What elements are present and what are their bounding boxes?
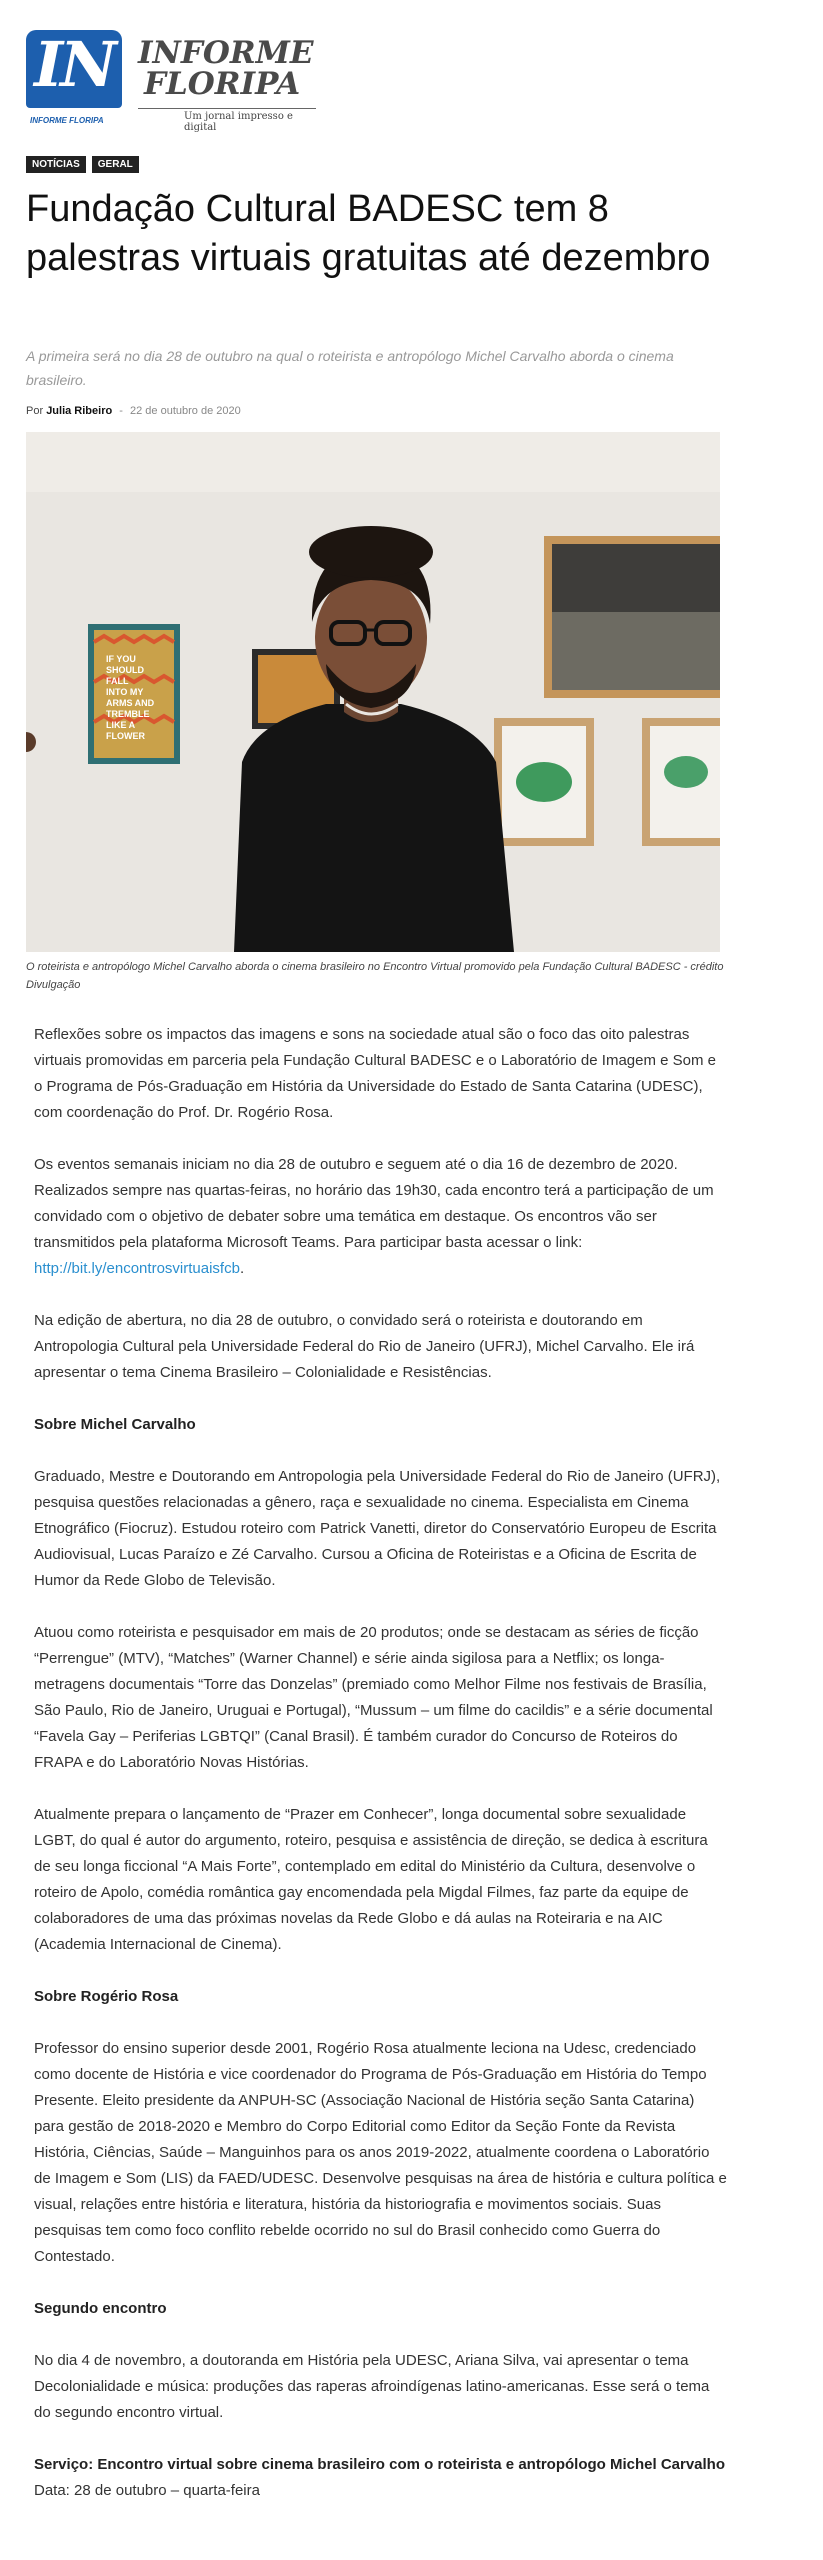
article-title: Fundação Cultural BADESC tem 8 palestras virtuais gratuitas até dezembro — [26, 188, 711, 279]
article-byline — [26, 405, 241, 417]
paragraph-3: Na edição de abertura, no dia 28 de outubro, o convidado será o roteirista e doutorando em Antropologia Cultural pela Universidade Federal do Rio de Janeiro (UFRJ), Michel Carvalho. Ele irá apresentar o tema Cinema Brasileiro – Colonialidade e Resistências. — [34, 1312, 695, 1381]
article-body — [34, 1022, 728, 2504]
event-link[interactable]: http://bit.ly/encontrosvirtuaisfcb — [34, 1260, 240, 1277]
heading-rogerio: Sobre Rogério Rosa — [34, 1988, 179, 2005]
paragraph-4: Graduado, Mestre e Doutorando em Antropologia pela Universidade Federal do Rio de Janeiro (UFRJ), pesquisa questões relacionadas a gênero, raça e sexualidade no cinema. Especialista em Cinema Etnográfico (Fiocruz). Estudou roteiro com Patrick Vanetti, diretor do Conservatório Europeu de Escrita Audiovisual, Lucas Paraízo e Zé Carvalho. Cursou a Oficina de Roteiristas e a Oficina de Escrita de Humor da Rede Globo de Televisão. — [34, 1468, 721, 1589]
logo-divider — [138, 108, 316, 109]
paragraph-2-text: Os eventos semanais iniciam no dia 28 de outubro e seguem até o dia 16 de dezembro de 2020. Realizados sempre nas quartas-feiras, no horário das 19h30, cada encontro terá a participação de um convidado com o objetivo de debater sobre uma temática em destaque. Os encontros vão ser transmitidos pela plataforma Microsoft Teams. Para participar basta acessar o link: — [34, 1156, 714, 1251]
logo-badge-sub: INFORME FLORIPA — [30, 116, 104, 125]
poster-text: IF YOU SHOULD FALL INTO MY ARMS AND TREMBLE LIKE A FLOWER — [106, 654, 155, 741]
paragraph-9: Data: 28 de outubro – quarta-feira — [34, 2482, 260, 2499]
logo-title-line2: FLORIPA — [144, 66, 301, 102]
paragraph-1: Reflexões sobre os impactos das imagens e sons na sociedade atual são o foco das oito palestras virtuais promovidas em parceria pela Fundação Cultural BADESC e o Laboratório de Imagem e Som e o Programa de Pós-Graduação em História da Universidade do Estado de Santa Catarina (UDESC), com coordenação do Prof. Dr. Rogério Rosa. — [34, 1026, 717, 1121]
photo-illustration — [26, 432, 720, 952]
article-subtitle: A primeira será no dia 28 de outubro na qual o roteirista e antropólogo Michel Carvalho aborda o cinema brasileiro. — [26, 348, 674, 388]
article-photo — [26, 432, 720, 952]
paragraph-6: Atualmente prepara o lançamento de “Prazer em Conhecer”, longa documental sobre sexualidade LGBT, do qual é autor do argumento, roteiro, pesquisa e assistência de direção, se dedica à escritura de seu longa ficcional “A Mais Forte”, contemplado em edital do Ministério da Cultura, desenvolve o roteiro de Apolo, comédia romântica gay encomendada pela Migdal Filmes, faz parte da equipe de colaboradores de uma das próximas novelas da Rede Globo e dá aulas na Roteiraria e na AIC (Academia Internacional de Cinema). — [34, 1806, 708, 1953]
heading-servico: Serviço: Encontro virtual sobre cinema brasileiro com o roteirista e antropólogo Michel Carvalho — [34, 2456, 726, 2473]
paragraph-7: Professor do ensino superior desde 2001, Rogério Rosa atualmente leciona na Udesc, credenciado como docente de História e vice coordenador do Programa de Pós-Graduação em História do Tempo Presente. Eleito presidente da ANPUH-SC (Associação Nacional de História seção Santa Catarina) para gestão de 2018-2020 e Membro do Corpo Editorial como Editor da Seção Fonte da Revista História, Ciências, Saúde – Manguinhos para os anos 2019-2022, atualmente coordena o Laboratório de Imagem e Som (LIS) da FAED/UDESC. Desenvolve pesquisas na área de história e cultura política e visual, relações entre história e literatura, história da historiografia e movimentos sociais. Suas pesquisas tem como foco conflito rebelde ocorrido no sul do Brasil conhecido como Guerra do Contestado. — [34, 2040, 727, 2265]
site-logo[interactable] — [26, 28, 316, 133]
paragraph-2-end: . — [239, 1260, 245, 1277]
category-tags — [26, 156, 139, 173]
heading-segundo-encontro: Segundo encontro — [34, 2300, 167, 2317]
heading-michel: Sobre Michel Carvalho — [34, 1416, 196, 1433]
article-date: 22 de outubro de 2020 — [130, 405, 241, 417]
category-tag-noticias[interactable]: NOTÍCIAS — [26, 156, 86, 173]
byline-prefix: Por — [26, 405, 44, 417]
paragraph-8: No dia 4 de novembro, a doutoranda em História pela UDESC, Ariana Silva, vai apresentar o tema Decolonialidade e música: produções das raperas afroindígenas latino-americanas. Esse será o tema do segundo encontro virtual. — [34, 2352, 710, 2421]
byline-separator: - — [119, 405, 123, 417]
photo-caption: O roteirista e antropólogo Michel Carvalho aborda o cinema brasileiro no Encontro Virtual promovido pela Fundação Cultural BADESC - crédito Divulgação — [26, 961, 724, 991]
paragraph-2 — [34, 1152, 728, 1282]
logo-title-line1: INFORME — [138, 35, 314, 71]
category-tag-geral[interactable]: GERAL — [92, 156, 139, 173]
logo-badge: IN — [26, 30, 122, 108]
logo-tagline: Um jornal impresso e digital — [184, 111, 293, 133]
author-link[interactable]: Julia Ribeiro — [46, 405, 113, 417]
paragraph-5: Atuou como roteirista e pesquisador em mais de 20 produtos; onde se destacam as séries de ficção “Perrengue” (MTV), “Matches” (Warner Channel) e série ainda sigilosa para a Netflix; os longa-metragens documentais “Torre das Donzelas” (premiado como Melhor Filme nos festivais de Brasília, São Paulo, Rio de Janeiro, Uruguai e Portugal), “Mussum – um filme do cacildis” e a série documental “Favela Gay – Periferias LGBTQI” (Canal Brasil). É também curador do Concurso de Roteiros do FRAPA e do Laboratório Novas Histórias. — [34, 1624, 713, 1771]
logo-title — [138, 35, 314, 102]
